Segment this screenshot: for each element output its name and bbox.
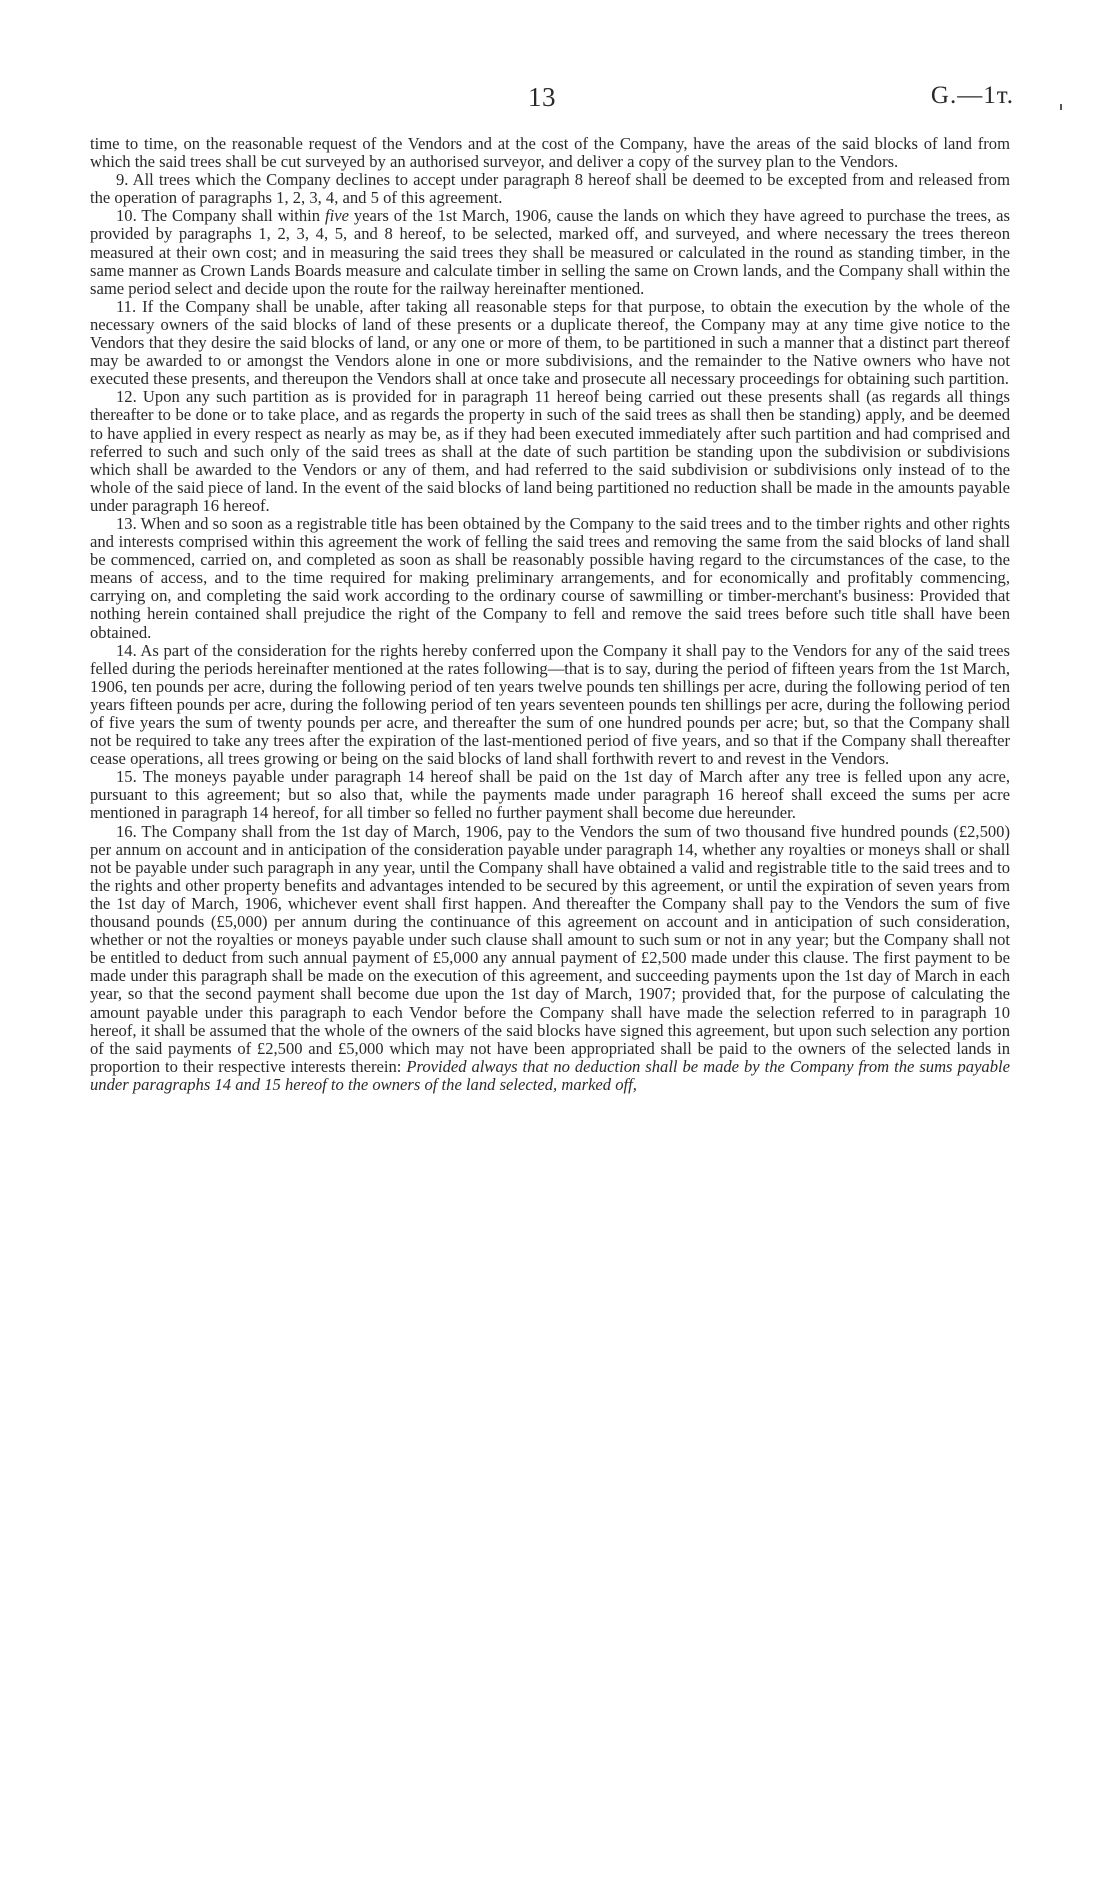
paragraph-10 <box>90 207 1010 297</box>
page-header <box>0 82 1114 112</box>
paragraph-9: 9. All trees which the Company declines to accept under paragraph 8 hereof shall be deemed to be excepted from and released from the operation of paragraphs 1, 2, 3, 4, and 5 of this agreement. <box>90 170 1010 208</box>
body-text <box>90 135 1010 1094</box>
paragraph-15: 15. The moneys payable under paragraph 14 hereof shall be paid on the 1st day of March after any tree is felled upon any acre, pursuant to this agreement; but so also that, while the payments made under paragraph 16 hereof shall exceed the sums per acre mentioned in paragraph 14 hereof, for all timber so felled no further payment shall become due hereunder. <box>90 767 1010 823</box>
paragraph-13: 13. When and so soon as a registrable title has been obtained by the Company to the said trees and to the timber rights and other rights and interests comprised within this agreement the work of felling the said trees and removing the same from the said blocks of land shall be commenced, carried on, and completed as soon as shall be reasonably possible having regard to the circumstances of the case, to the means of access, and to the time required for making preliminary arrangements, and for economically and profitably commencing, carrying on, and completing the said work according to the ordinary course of sawmilling or timber-merchant's business: Provided that nothing herein contained shall prejudice the right of the Company to fell and remove the said trees before such title shall have been obtained. <box>90 513 1010 642</box>
document-reference: G.—1т. <box>930 82 1014 109</box>
paragraph-12: 12. Upon any such partition as is provided for in paragraph 11 hereof being carried out these presents shall (as regards all things thereafter to be done or to take place, and as regards the property in such of the said trees as shall then be standing) apply, and be deemed to have applied in every respect as nearly as may be, as if they had been executed immediately after such partition and had comprised and referred to such and such only of the said trees as shall at the date of such partition be standing upon the subdivision or subdivisions which shall be awarded to the Vendors or any of them, and had referred to the said subdivision or subdivisions only instead of to the whole of the said piece of land. In the event of the said blocks of land being partitioned no reduction shall be made in the amounts payable under paragraph 16 hereof. <box>90 387 1010 515</box>
paragraph-10-part-a: 10. The Company shall within <box>116 206 325 226</box>
page-number: 13 <box>528 82 556 112</box>
paragraph-continuation: time to time, on the reasonable request of the Vendors and at the cost of the Company, have the areas of the said blocks of land from which the said trees shall be cut surveyed by an authorised surveyor, and deliver a copy of the survey plan to the Vendors. <box>90 134 1010 172</box>
scan-mark <box>1060 104 1062 110</box>
paragraph-10-emphasis: five <box>324 206 349 226</box>
paragraph-14: 14. As part of the consideration for the rights hereby conferred upon the Company it shall pay to the Vendors for any of the said trees felled during the periods hereinafter mentioned at the rates following—that is to say, during the period of fifteen years from the 1st March, 1906, ten pounds per acre, during the following period of ten years twelve pounds ten shillings per acre, during the following period of ten years fifteen pounds per acre, during the following period of ten years seventeen pounds ten shillings per acre, during the following period of five years the sum of twenty pounds per acre, and thereafter the sum of one hundred pounds per acre; but, so that the Company shall not be required to take any trees after the expiration of the last-mentioned period of five years, and so that if the Company shall thereafter cease operations, all trees growing or being on the said blocks of land shall forthwith revert to and revest in the Vendors. <box>90 640 1010 769</box>
paragraph-16 <box>90 823 1010 1094</box>
paragraph-16-part-a: 16. The Company shall from the 1st day of March, 1906, pay to the Vendors the sum of two thousand five hundred pounds (£2,500) per annum on account and in anticipation of the consideration payable under paragraph 14, whether any royalties or moneys shall or shall not be payable under such paragraph in any year, until the Company shall have obtained a valid and registrable title to the said trees and to the rights and other property benefits and advantages intended to be secured by this agreement, or until the expiration of seven years from the 1st day of March, 1906, whichever event shall first happen. And thereafter the Company shall pay to the Vendors the sum of five thousand pounds (£5,000) per annum during the continuance of this agreement on account and in anticipation of such consideration, whether or not the royalties or moneys payable under such clause shall amount to such sum or not in any year; but the Company shall not be entitled to deduct from such annual payment of £5,000 any annual payment of £2,500 made under this clause. The first payment to be made under this paragraph shall be made on the execution of this agreement, and succeeding payments upon the 1st day of March in each year, so that the second payment shall become due upon the 1st day of March, 1907; provided that, for the purpose of calculating the amount payable under this paragraph to each Vendor before the Company shall have made the selection referred to in paragraph 10 hereof, it shall be assumed that the whole of the owners of the said blocks have signed this agreement, but upon such selection any portion of the said payments of £2,500 and £5,000 which may not have been appropriated shall be paid to the owners of the selected lands in proportion to their respective interests therein: <box>90 821 1010 1076</box>
paragraph-16-proviso: Provided always that no deduction shall be made by the Company from the sums payable under paragraphs 14 and 15 hereof to the owners of the land selected, marked off, <box>90 1056 1010 1094</box>
paragraph-10-part-b: years of the 1st March, 1906, cause the lands on which they have agreed to purchase the trees, as provided by paragraphs 1, 2, 3, 4, 5, and 8 hereof, to be selected, marked off, and surveyed, and where necessary the trees thereon measured at their own cost; and in measuring the said trees they shall be measured or calculated in the round as standing timber, in the same manner as Crown Lands Boards measure and calculate timber in selling the same on Crown lands, and the Company shall within the same period select and decide upon the route for the railway hereinafter mentioned. <box>90 206 1010 298</box>
paragraph-11: 11. If the Company shall be unable, after taking all reasonable steps for that purpose, to obtain the execution by the whole of the necessary owners of the said blocks of land of these presents or a duplicate thereof, the Company may at any time give notice to the Vendors that they desire the said blocks of land, or any one or more of them, to be partitioned in such a manner that a distinct part thereof may be awarded to or amongst the Vendors alone in one or more subdivisions, and the remainder to the Native owners who have not executed these presents, and thereupon the Vendors shall at once take and prosecute all necessary proceedings for obtaining such partition. <box>90 296 1010 389</box>
